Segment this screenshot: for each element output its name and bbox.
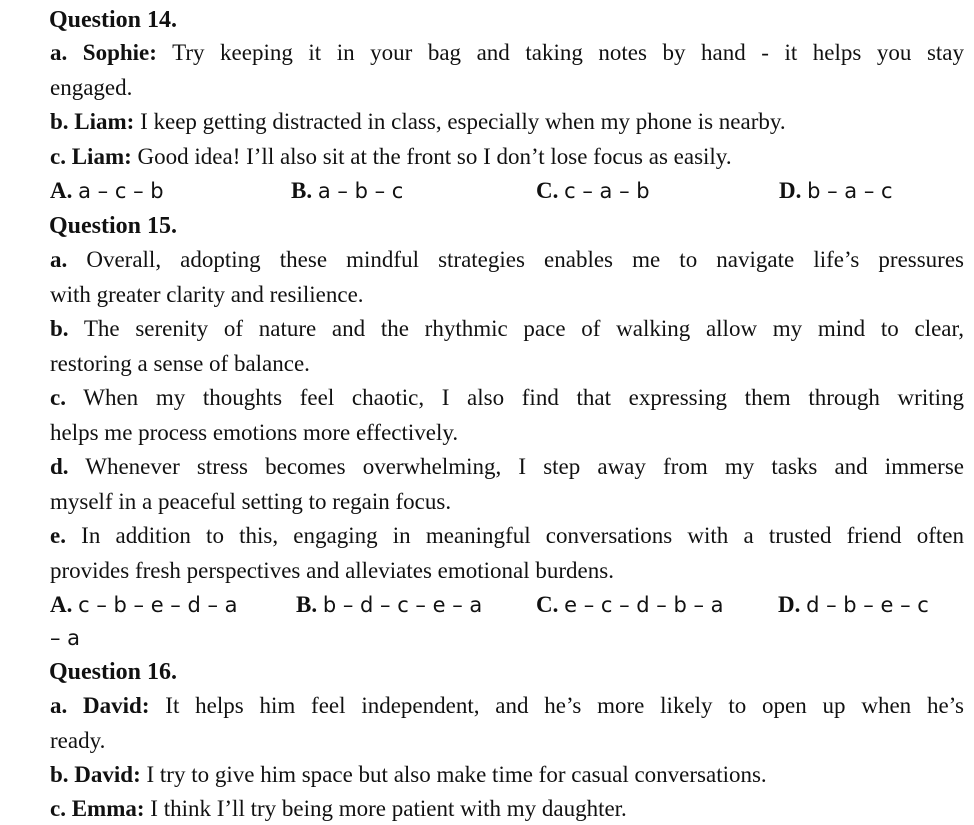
- q14-option-a-label: A.: [50, 178, 73, 203]
- q14-option-b[interactable]: [291, 175, 403, 207]
- q14-option-c[interactable]: [536, 175, 650, 207]
- q15-option-a[interactable]: [50, 589, 238, 621]
- q15-item-d: [50, 451, 964, 483]
- question-14-title: Question 14.: [49, 7, 178, 33]
- q14-option-c-label: C.: [536, 178, 559, 203]
- q15-item-a-cont: with greater clarity and resilience.: [50, 282, 364, 307]
- q15-item-b: [50, 313, 964, 345]
- q16-item-a-speaker: David:: [83, 693, 150, 718]
- q15-item-d-text-1: Whenever stress becomes overwhelming, I step away from my tasks and immerse: [85, 454, 964, 479]
- q15-item-b-text-1: The serenity of nature and the rhythmic pace of walking allow my mind to clear,: [83, 316, 964, 341]
- q15-option-a-value: c – b – e – d – a: [78, 593, 238, 617]
- q14-option-a-value: a – c – b: [78, 179, 164, 203]
- q15-item-b-cont: restoring a sense of balance.: [50, 351, 310, 376]
- q15-item-d-cont: myself in a peaceful setting to regain focus.: [50, 489, 452, 514]
- q15-option-c[interactable]: [536, 589, 724, 621]
- q15-option-b-value: b – d – c – e – a: [322, 593, 483, 617]
- q14-option-b-value: a – b – c: [317, 179, 404, 203]
- q14-option-d-label: D.: [779, 178, 802, 203]
- q14-item-a-text-1: Try keeping it in your bag and taking notes by hand - it helps you stay: [172, 40, 964, 65]
- q15-option-d-value: d – b – e – c: [806, 593, 929, 617]
- q14-option-a[interactable]: [50, 175, 164, 207]
- q14-option-c-value: c – a – b: [564, 179, 650, 203]
- q16-item-c-letter: c.: [50, 796, 66, 821]
- q14-option-d[interactable]: [779, 175, 893, 207]
- q14-item-b-letter: b.: [50, 109, 69, 134]
- q14-item-b-speaker: Liam:: [74, 109, 135, 134]
- q14-item-c-text: Good idea! I’ll also sit at the front so I don’t lose focus as easily.: [137, 144, 732, 169]
- question-15-title: Question 15.: [49, 213, 178, 239]
- q14-item-a: [50, 37, 964, 69]
- q15-item-e-text-1: In addition to this, engaging in meaningful conversations with a trusted friend often: [81, 523, 964, 548]
- q15-item-c: [50, 382, 964, 414]
- q15-item-e: [50, 520, 964, 552]
- q15-option-d[interactable]: [778, 589, 929, 621]
- q16-item-c: [50, 793, 964, 825]
- q15-item-c-cont: helps me process emotions more effectively.: [50, 420, 459, 445]
- q15-item-c-letter: c.: [50, 385, 66, 410]
- q15-option-c-value: e – c – d – b – a: [564, 593, 724, 617]
- q14-item-a-speaker: Sophie:: [82, 40, 157, 65]
- q15-item-e-letter: e.: [50, 523, 66, 548]
- q15-item-b-letter: b.: [50, 316, 69, 341]
- q14-item-c-letter: c.: [50, 144, 66, 169]
- q14-item-c-speaker: Liam:: [71, 144, 132, 169]
- q15-item-a-text-1: Overall, adopting these mindful strategies enables me to navigate life’s pressures: [86, 247, 964, 272]
- q15-option-b-label: B.: [296, 592, 318, 617]
- q14-item-c: [50, 141, 964, 173]
- q15-item-e-cont: provides fresh perspectives and alleviates emotional burdens.: [50, 558, 614, 583]
- q16-item-a-text-1: It helps him feel independent, and he’s more likely to open up when he’s: [165, 693, 964, 718]
- q16-item-c-speaker: Emma:: [71, 796, 145, 821]
- q14-item-a-letter: a.: [50, 40, 68, 65]
- q14-option-d-value: b – a – c: [807, 179, 893, 203]
- q15-option-b[interactable]: [296, 589, 482, 621]
- q15-option-a-label: A.: [50, 592, 73, 617]
- q15-option-c-label: C.: [536, 592, 559, 617]
- q15-option-d-label: D.: [778, 592, 801, 617]
- q16-item-b-text: I try to give him space but also make time for casual conversations.: [146, 762, 767, 787]
- q14-item-b: [50, 106, 964, 138]
- q15-item-a: [50, 244, 964, 276]
- q14-item-b-text: I keep getting distracted in class, especially when my phone is nearby.: [140, 109, 786, 134]
- q14-item-a-cont: engaged.: [50, 75, 133, 100]
- q16-item-c-text: I think I’ll try being more patient with my daughter.: [150, 796, 627, 821]
- q16-item-b-speaker: David:: [74, 762, 141, 787]
- q16-item-b-letter: b.: [50, 762, 69, 787]
- q16-item-a-letter: a.: [50, 693, 68, 718]
- q15-item-d-letter: d.: [50, 454, 69, 479]
- q14-option-b-label: B.: [291, 178, 313, 203]
- q16-item-a: [50, 690, 964, 722]
- q15-item-c-text-1: When my thoughts feel chaotic, I also find that expressing them through writing: [83, 385, 964, 410]
- q16-item-b: [50, 759, 964, 791]
- q15-option-d-continuation: – a: [50, 626, 81, 650]
- q15-item-a-letter: a.: [50, 247, 68, 272]
- q16-item-a-cont: ready.: [50, 728, 106, 753]
- question-16-title: Question 16.: [49, 659, 178, 685]
